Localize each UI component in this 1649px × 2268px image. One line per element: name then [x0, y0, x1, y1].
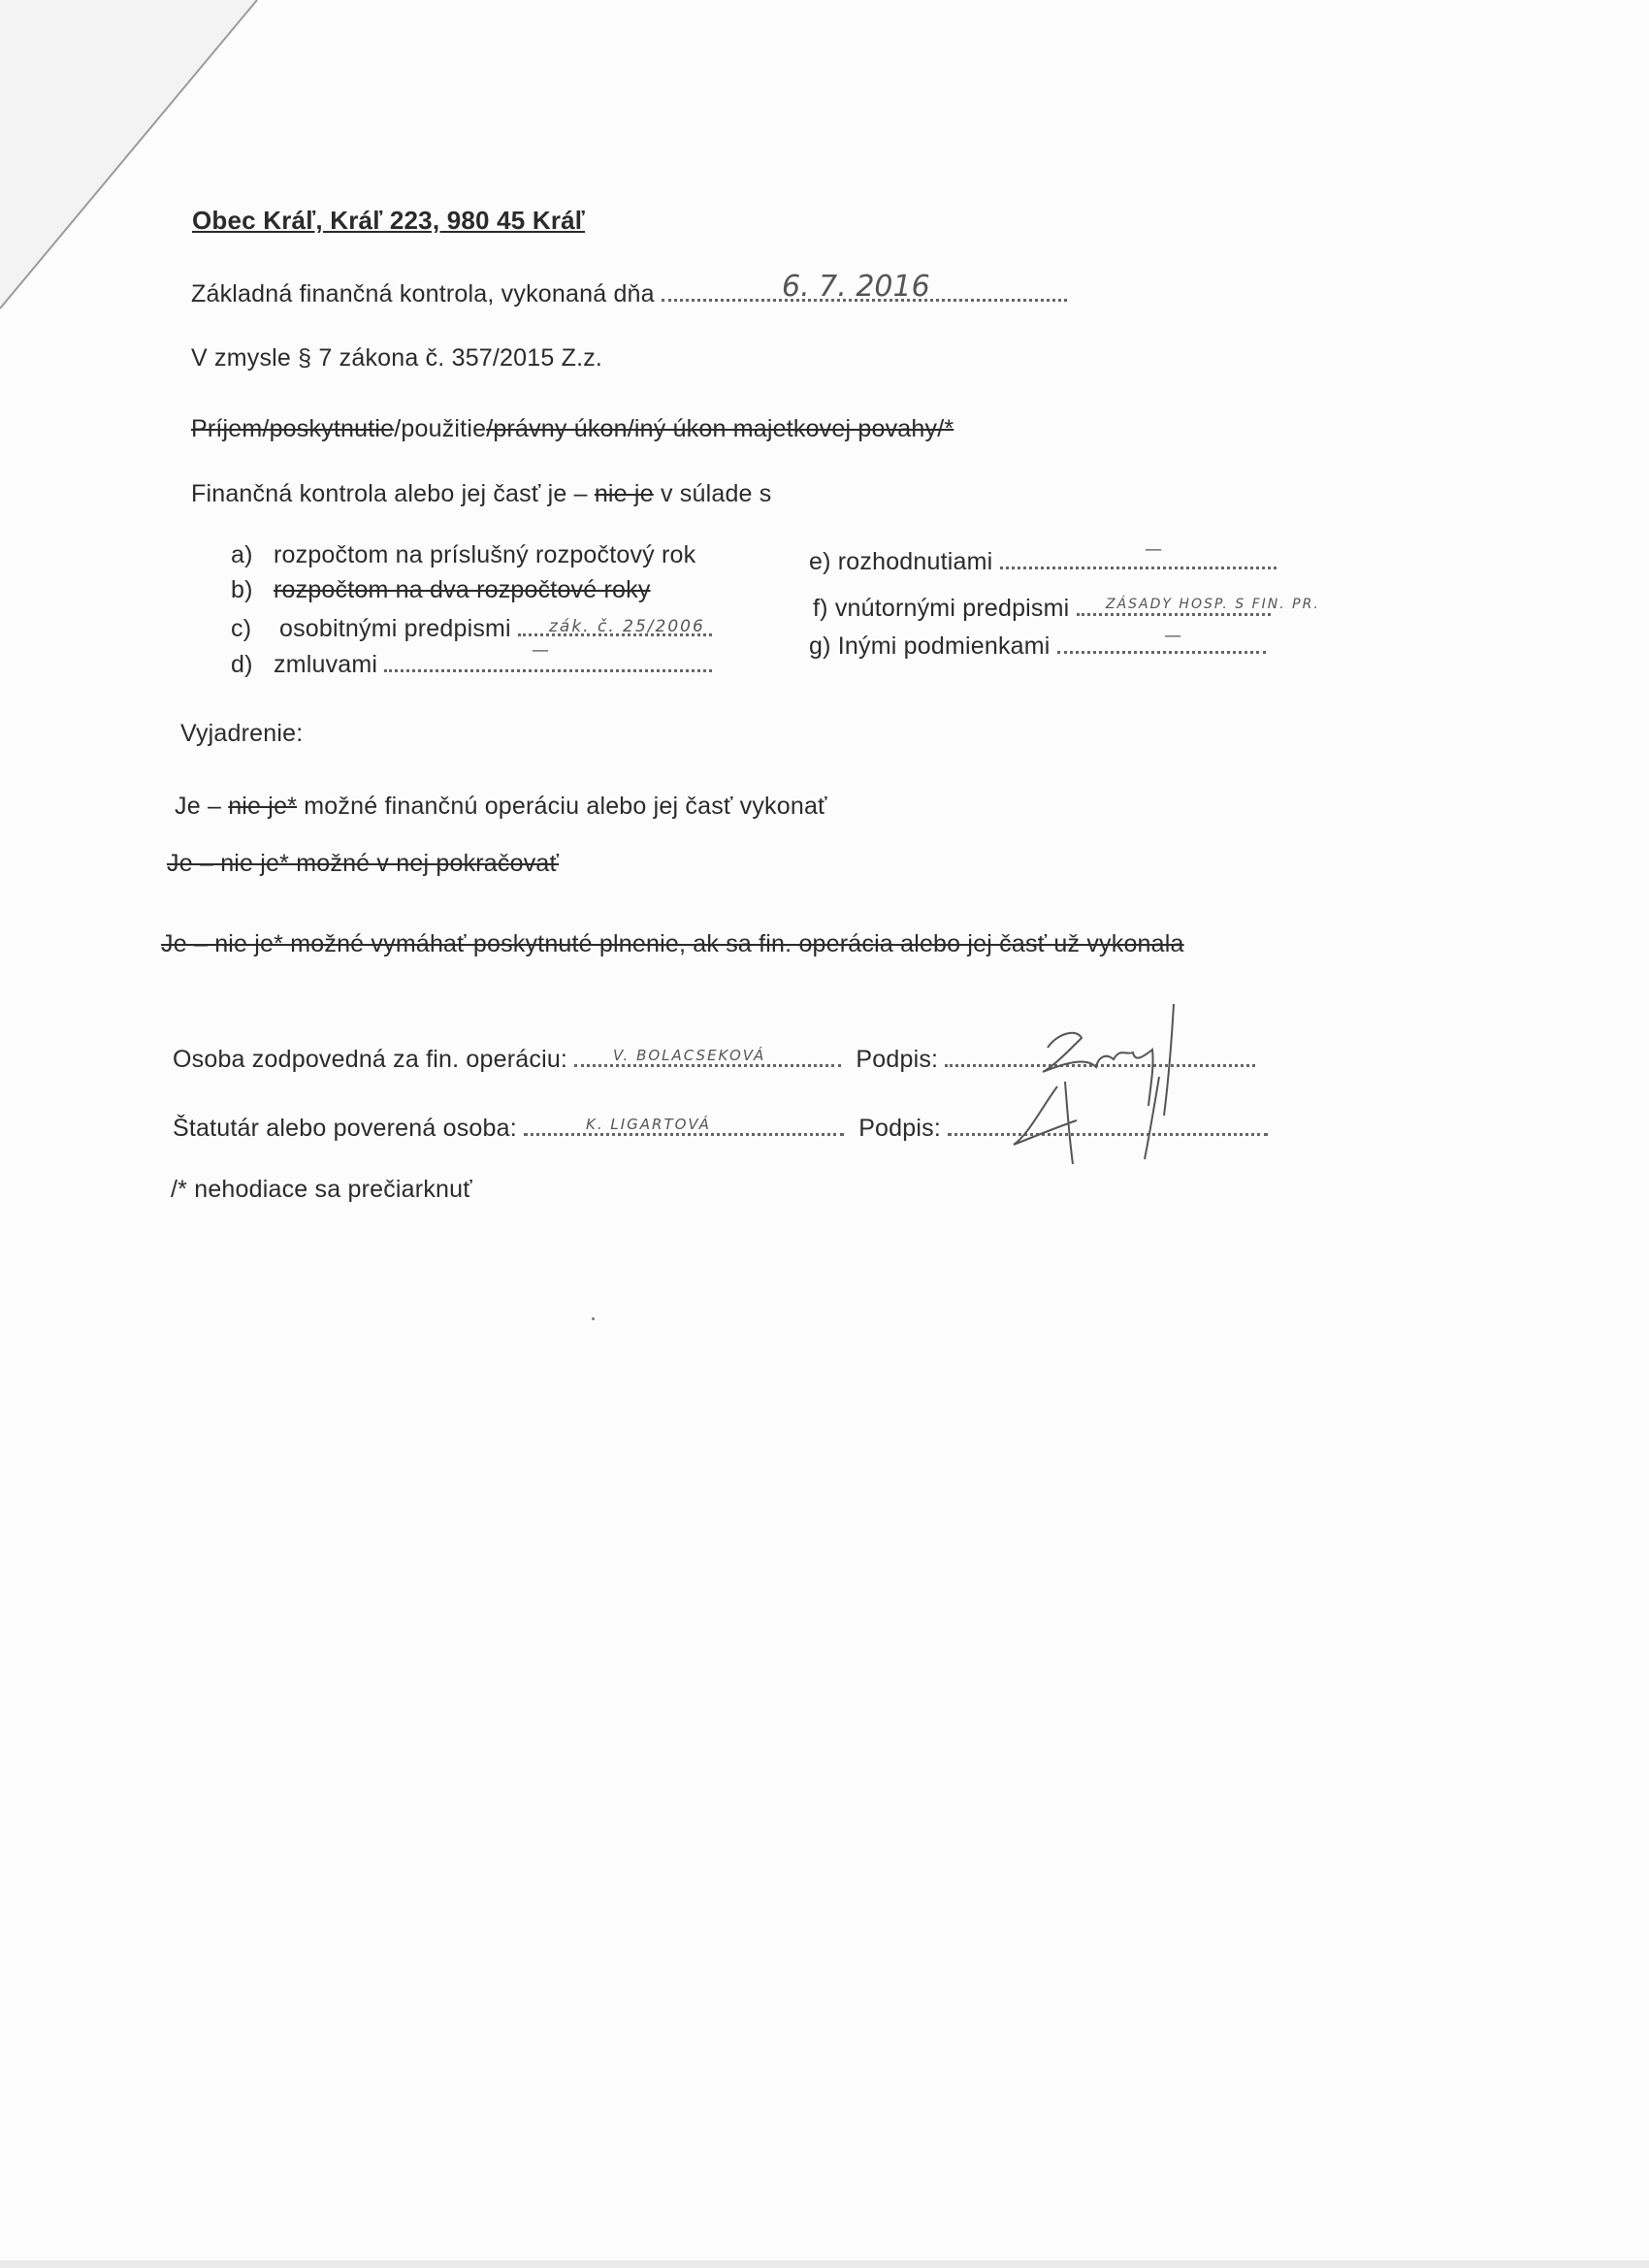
criterion-text: f) vnútornými predpismi — [813, 595, 1070, 622]
statement-line-1 — [175, 793, 827, 821]
handwritten-criterion-e: — — [1145, 539, 1162, 560]
handwritten-statutory-name: K. LIGARTOVÁ — [586, 1116, 711, 1133]
criterion-a — [231, 541, 695, 569]
responsible-label: Osoba zodpovedná za fin. operáciu: — [173, 1046, 568, 1073]
statutory-sign-label: Podpis: — [858, 1115, 941, 1142]
criterion-e — [809, 547, 1277, 576]
scan-bottom-edge — [0, 2260, 1649, 2268]
handwritten-criterion-f: ZÁSADY HOSP. S FIN. PR. — [1106, 597, 1320, 612]
statement-line-2: Je – nie je* možné v nej pokračovať — [167, 850, 560, 877]
operation-type-kept: použitie — [401, 415, 487, 442]
criterion-g — [809, 632, 1266, 661]
operation-type-separator: / — [394, 415, 402, 442]
control-label: Základná finančná kontrola, vykonaná dňa — [191, 280, 655, 308]
criterion-field — [1057, 632, 1266, 654]
criterion-marker: b) — [231, 576, 253, 603]
page-title: Obec Kráľ, Kráľ 223, 980 45 Kráľ — [192, 206, 586, 235]
operation-types-line — [191, 415, 954, 443]
criterion-text: rozpočtom na príslušný rozpočtový rok — [274, 541, 696, 568]
criterion-d — [231, 650, 712, 679]
criterion-marker: d) — [231, 651, 253, 678]
handwritten-criterion-c: zák. č. 25/2006 — [549, 617, 705, 636]
footnote: /* nehodiace sa prečiarknuť — [171, 1176, 472, 1203]
compliance-prefix: Finančná kontrola alebo jej časť je – — [191, 480, 595, 507]
handwritten-criterion-d: — — [532, 640, 549, 661]
criterion-text: zmluvami — [274, 651, 378, 678]
signature-statutory — [1009, 1067, 1203, 1183]
criterion-text: g) Inými podmienkami — [809, 632, 1051, 660]
compliance-struck: nie je — [594, 480, 654, 507]
statement-line-3: Je – nie je* možné vymáhať poskytnuté plnenie, ak sa fin. operácia alebo jej časť už vykonala — [161, 930, 1184, 957]
criterion-text: e) rozhodnutiami — [809, 548, 993, 575]
statement-struck: nie je* — [228, 793, 298, 820]
criterion-b — [231, 576, 651, 604]
handwritten-criterion-g: — — [1164, 626, 1181, 646]
operation-type-struck-1: Príjem/poskytnutie — [191, 415, 395, 442]
criterion-marker: a) — [231, 541, 253, 568]
handwritten-date: 6. 7. 2016 — [782, 270, 930, 304]
statement-suffix: možné finančnú operáciu alebo jej časť vykonať — [297, 793, 827, 820]
handwritten-responsible-name: V. BOLACSEKOVÁ — [613, 1047, 766, 1064]
compliance-line — [191, 480, 772, 508]
criterion-text: osobitnými predpismi — [279, 615, 511, 642]
statutory-label: Štatutár alebo poverená osoba: — [173, 1115, 517, 1142]
control-date-line — [191, 279, 1067, 308]
law-reference: V zmysle § 7 zákona č. 357/2015 Z.z. — [191, 344, 603, 372]
criterion-field — [1000, 547, 1277, 569]
responsible-sign-label: Podpis: — [856, 1046, 939, 1073]
folded-corner — [0, 0, 262, 310]
scan-speck — [592, 1317, 595, 1320]
statement-prefix: Je – — [175, 793, 229, 820]
criterion-text: rozpočtom na dva rozpočtové roky — [274, 576, 651, 603]
compliance-suffix: v súlade s — [653, 480, 772, 507]
operation-type-struck-2: /právny úkon/iný úkon majetkovej povahy/* — [486, 415, 954, 442]
criterion-marker: c) — [231, 615, 252, 642]
statement-heading: Vyjadrenie: — [180, 720, 304, 747]
